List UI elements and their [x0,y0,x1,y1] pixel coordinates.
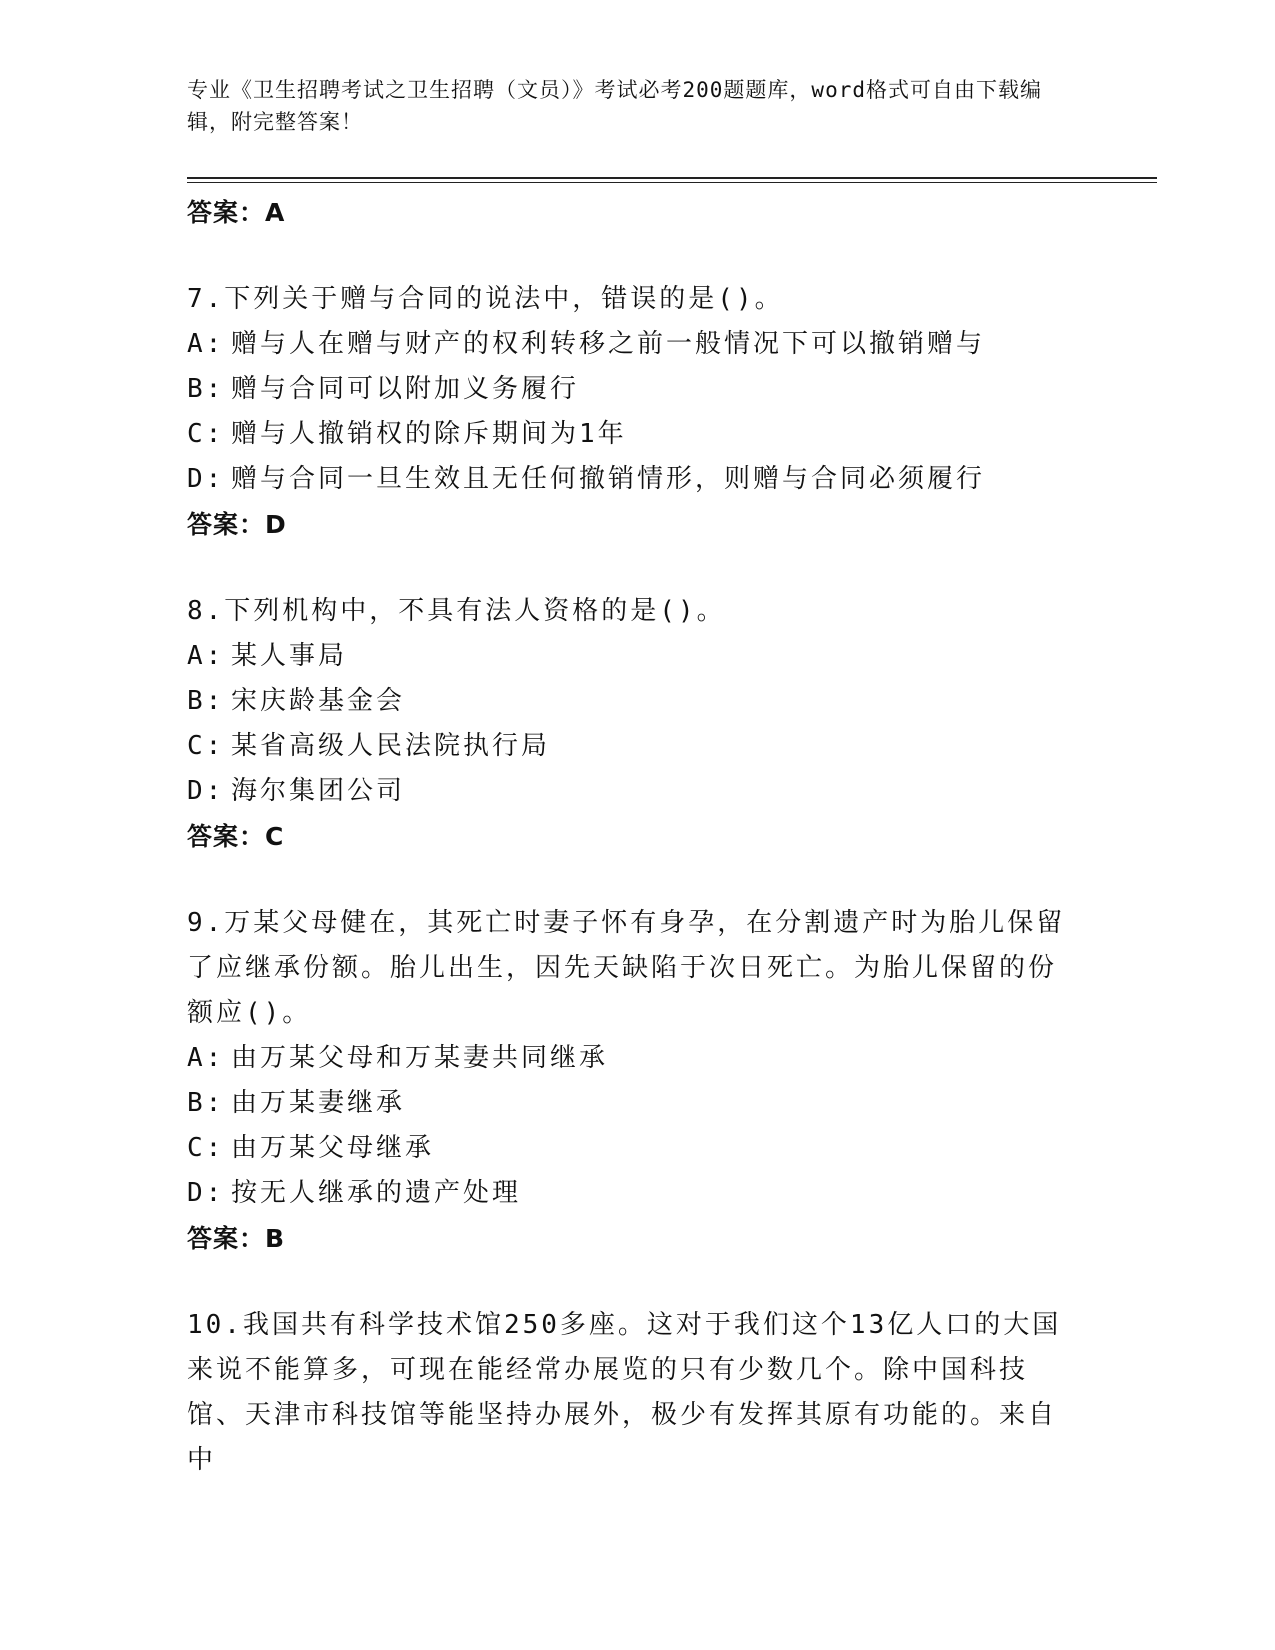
option-d [187,1171,1087,1216]
option-letter: C: [187,419,225,449]
question-10 [187,1303,1087,1483]
option-letter: D: [187,464,225,494]
previous-answer: 答案：A [187,198,286,227]
question-stem: 7.下列关于赠与合同的说法中，错误的是()。 [187,284,784,314]
question-9 [187,901,1087,1261]
option-b [187,1081,1087,1126]
option-letter: B: [187,374,225,404]
option-b [187,367,1087,412]
option-c [187,1126,1087,1171]
header-divider-thick [187,177,1157,179]
option-text: 由万某父母继承 [231,1133,435,1163]
option-letter: B: [187,1088,225,1118]
option-text: 海尔集团公司 [231,776,406,806]
question-stem: 8.下列机构中，不具有法人资格的是()。 [187,596,726,626]
option-text: 由万某父母和万某妻共同继承 [231,1043,609,1073]
option-d [187,769,1087,814]
document-header: 专业《卫生招聘考试之卫生招聘（文员）》考试必考200题题库，word格式可自由下载编辑，附完整答案！ [187,78,1042,134]
question-stem: 9.万某父母健在，其死亡时妻子怀有身孕，在分割遗产时为胎儿保留了应继承份额。胎儿出生，因先天缺陷于次日死亡。为胎儿保留的份额应()。 [187,908,1066,1028]
option-letter: D: [187,776,225,806]
option-letter: A: [187,641,225,671]
option-letter: A: [187,1043,225,1073]
option-a [187,322,1087,367]
option-d [187,457,1087,502]
option-text: 某人事局 [231,641,348,671]
option-a [187,1036,1087,1081]
option-text: 某省高级人民法院执行局 [231,731,551,761]
header-divider-thin [187,182,1157,183]
option-letter: B: [187,686,225,716]
option-text: 按无人继承的遗产处理 [231,1178,522,1208]
question-8 [187,589,1087,859]
option-c [187,724,1087,769]
option-a [187,634,1087,679]
answer: 答案：C [187,822,285,851]
option-b [187,679,1087,724]
question-stem: 10.我国共有科学技术馆250多座。这对于我们这个13亿人口的大国来说不能算多，可现在能经常办展览的只有少数几个。除中国科技馆、天津市科技馆等能坚持办展外，极少有发挥其原有功能的。来自中 [187,1310,1062,1475]
option-letter: C: [187,731,225,761]
question-list [187,190,1087,1483]
option-text: 赠与人在赠与财产的权利转移之前一般情况下可以撤销赠与 [231,329,986,359]
option-letter: A: [187,329,225,359]
question-7 [187,277,1087,547]
option-text: 赠与人撤销权的除斥期间为1年 [231,419,627,449]
option-text: 赠与合同可以附加义务履行 [231,374,580,404]
option-letter: C: [187,1133,225,1163]
option-text: 宋庆龄基金会 [231,686,406,716]
option-text: 赠与合同一旦生效且无任何撤销情形，则赠与合同必须履行 [231,464,986,494]
answer: 答案：D [187,510,287,539]
option-text: 由万某妻继承 [231,1088,406,1118]
option-c [187,412,1087,457]
option-letter: D: [187,1178,225,1208]
answer: 答案：B [187,1224,286,1253]
